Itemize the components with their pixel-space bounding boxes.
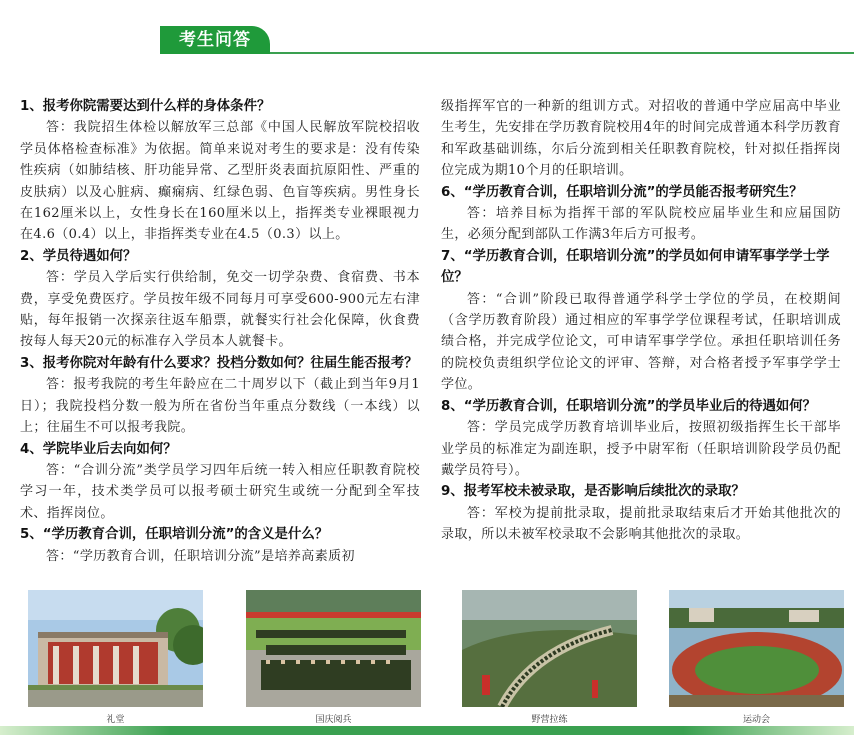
question-8: 8、“学历教育合训，任职培训分流”的学员毕业后的待遇如何？ <box>441 398 817 414</box>
footer-bar <box>0 726 854 735</box>
question-4: 4、学院毕业后去向如何？ <box>20 441 177 457</box>
answer-7: 答：“合训”阶段已取得普通学科学士学位的学员，在校期间（含学历教育阶段）通过相应的军事学学位课程考试，任职培训成绩合格，并完成学位论文，可申请军事学学位。承担任职培训任务的院校负责组织学位论文的评审、答辩，对合格者授予军事学学士学位。 <box>441 291 841 393</box>
photo-auditorium <box>28 590 203 707</box>
right-column <box>441 96 841 546</box>
question-5: 5、“学历教育合训，任职培训分流”的含义是什么？ <box>20 527 329 543</box>
photo-parade <box>246 590 421 707</box>
left-column <box>20 96 420 567</box>
photo-caption-sports-meet: 运动会 <box>742 715 770 725</box>
answer-6: 答：培养目标为指挥干部的军队院校应届毕业生和应届国防生，必须分配到部队工作满3年后方可报考。 <box>441 206 841 243</box>
answer-2: 答：学员入学后实行供给制，免交一切学杂费、食宿费、书本费，享受免费医疗。学员按年级不同每月可享受600-900元左右津贴，每年报销一次探亲往返车船票，就餐实行社会化保障，伙食费按每人每天20元的标准存入学员本人就餐卡。 <box>20 270 420 350</box>
question-2: 2、学员待遇如何？ <box>20 248 137 264</box>
page-title: 考生问答 <box>160 26 270 54</box>
answer-5-continued: 级指挥军官的一种新的组训方式。对招收的普通中学应届高中毕业生考生，先安排在学历教育院校用4年的时间完成普通本科学历教育和军政基础训练，尔后分流到相关任职教育院校，针对拟任指挥岗位完成为期10个月的任职培训。 <box>441 99 841 179</box>
question-1: 1、报考你院需要达到什么样的身体条件？ <box>20 99 271 114</box>
answer-9: 答：军校为提前批录取，提前批录取结束后才开始其他批次的录取，所以未被军校录取不会影响其他批次的录取。 <box>441 505 841 543</box>
answer-5-start: 答：“学历教育合训，任职培训分流”是培养高素质初 <box>46 548 355 564</box>
photo-caption-auditorium: 礼堂 <box>106 715 125 725</box>
photo-field-training <box>462 590 637 707</box>
header <box>0 0 854 62</box>
photo-caption-field-training: 野营拉练 <box>531 715 568 725</box>
question-7: 7、“学历教育合训，任职培训分流”的学员如何申请军事学学士学位？ <box>441 248 830 286</box>
photo-strip <box>0 590 854 735</box>
answer-1: 答：我院招生体检以解放军三总部《中国人民解放军院校招收学员体格检查标准》为依据。简单来说对考生的要求是：没有传染性疾病（如肺结核、肝功能异常、乙型肝炎表面抗原阳性、严重的皮肤病）以及心脏病、癫痫病、红绿色弱、色盲等疾病。男性身长在162厘米以上，女性身长在160厘米以上，指挥类专业裸眼视力在4.6（0.4）以上，非指挥类专业在4.5（0.3）以上。 <box>20 120 420 243</box>
question-6: 6、“学历教育合训，任职培训分流”的学员能否报考研究生？ <box>441 184 803 200</box>
answer-8: 答：学员完成学历教育培训毕业后，按照初级指挥生长干部毕业学员的标准定为副连职，授予中尉军衔（任职培训阶段学员仍配戴学员符号）。 <box>441 420 841 478</box>
photo-caption-parade: 国庆阅兵 <box>315 715 352 725</box>
answer-3: 答：报考我院的考生年龄应在二十周岁以下（截止到当年9月1日）；我院投档分数一般为所在省份当年重点分数线（一本线）以上；往届生不可以报考我院。 <box>20 377 420 436</box>
answer-4: 答：“合训分流”类学员学习四年后统一转入相应任职教育院校学习一年，技术类学员可以报考硕士研究生或统一分配到全军技术、指挥岗位。 <box>20 462 420 521</box>
photo-sports-meet <box>669 590 844 707</box>
question-3: 3、报考你院对年龄有什么要求？投档分数如何？往届生能否报考？ <box>20 355 418 371</box>
question-9: 9、报考军校未被录取，是否影响后续批次的录取？ <box>441 484 745 500</box>
